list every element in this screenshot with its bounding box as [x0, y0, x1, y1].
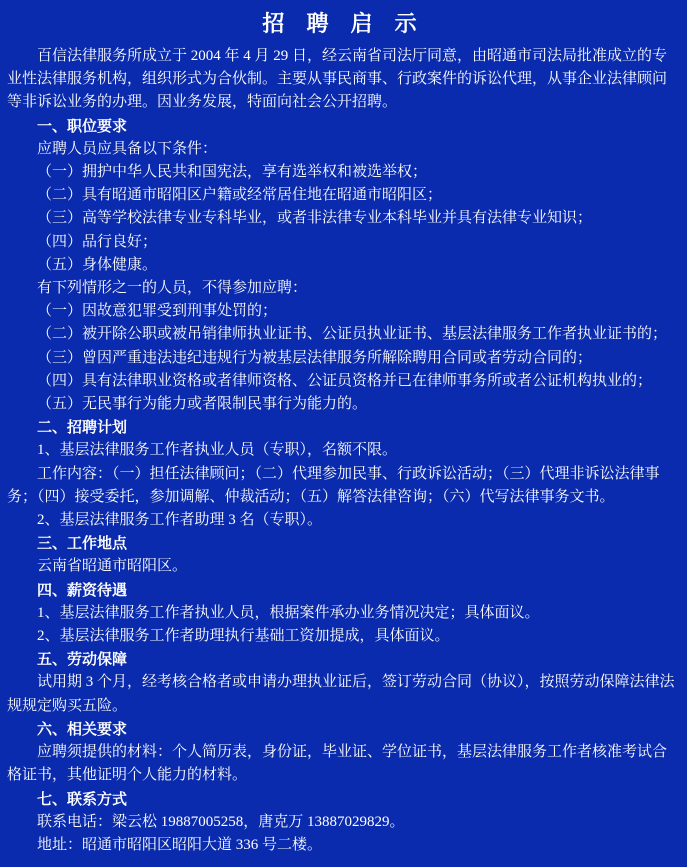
section-heading: 四、薪资待遇 [37, 581, 128, 599]
paragraph: 2、基层法律服务工作者助理执行基础工资加提成，具体面议。 [37, 628, 450, 645]
paragraph: 1、基层法律服务工作者执业人员，根据案件承办业务情况决定；具体面议。 [37, 604, 540, 621]
paragraph: （五）无民事行为能力或者限制民事行为能力的。 [37, 396, 368, 413]
paragraph: （四）品行良好； [37, 233, 158, 250]
paragraph: 云南省昭通市昭阳区。 [37, 558, 188, 575]
paragraph: 联系电话：梁云松 19887005258，唐克万 13887029829。 [37, 813, 405, 830]
paragraph: （二）具有昭通市昭阳区户籍或经常居住地在昭通市昭阳区； [37, 187, 443, 204]
paragraph: 地址：昭通市昭阳区昭阳大道 336 号二楼。 [37, 836, 323, 853]
document-body [7, 115, 680, 858]
section-heading: 三、工作地点 [37, 535, 128, 553]
paragraph: 有下列情形之一的人员，不得参加应聘： [37, 280, 308, 297]
page-title: 招 聘 启 示 [262, 11, 425, 36]
paragraph: （四）具有法律职业资格或者律师资格、公证员资格并已在律师事务所或者公证机构执业的； [37, 372, 653, 389]
paragraph: 应聘须提供的材料：个人简历表，身份证，毕业证、学位证书，基层法律服务工作者核准考试合格证书，其他证明个人能力的材料。 [7, 744, 668, 784]
section-heading: 五、劳动保障 [37, 651, 128, 669]
section-heading: 二、招聘计划 [37, 419, 128, 437]
section-heading: 七、联系方式 [37, 790, 128, 808]
paragraph: 1、基层法律服务工作者执业人员（专职），名额不限。 [37, 442, 398, 459]
paragraph: （三）曾因严重违法违纪违规行为被基层法律服务所解除聘用合同或者劳动合同的； [37, 349, 593, 366]
paragraph: （一）因故意犯罪受到刑事处罚的； [37, 303, 278, 320]
paragraph: （三）高等学校法律专业专科毕业，或者非法律专业本科毕业并具有法律专业知识； [37, 210, 593, 227]
section-heading: 六、相关要求 [37, 720, 128, 738]
paragraph: 2、基层法律服务工作者助理 3 名（专职）。 [37, 512, 323, 529]
paragraph: （一）拥护中华人民共和国宪法，享有选举权和被选举权； [37, 164, 428, 181]
paragraph: 应聘人员应具备以下条件： [37, 140, 218, 157]
paragraph: （二）被开除公职或被吊销律师执业证书、公证员执业证书、基层法律服务工作者执业证书的； [37, 326, 668, 343]
section-heading: 一、职位要求 [37, 117, 128, 135]
paragraph: 工作内容：（一）担任法律顾问；（二）代理参加民事、行政诉讼活动；（三）代理非诉讼法律事务；（四）接受委托，参加调解、仲裁活动；（五）解答法律咨询；（六）代写法律事务文书。 [7, 465, 660, 505]
paragraph: （五）身体健康。 [37, 256, 158, 273]
paragraph: 试用期 3 个月，经考核合格者或申请办理执业证后，签订劳动合同（协议），按照劳动保障法律法规规定购买五险。 [7, 674, 675, 714]
intro-paragraph: 百信法律服务所成立于 2004 年 4 月 29 日，经云南省司法厅同意，由昭通市司法局批准成立的专业性法律服务机构，组织形式为合伙制。主要从事民商事、行政案件的诉讼代理，从事企业法律顾问等非诉讼业务的办理。因业务发展，特面向社会公开招聘。 [7, 48, 668, 111]
